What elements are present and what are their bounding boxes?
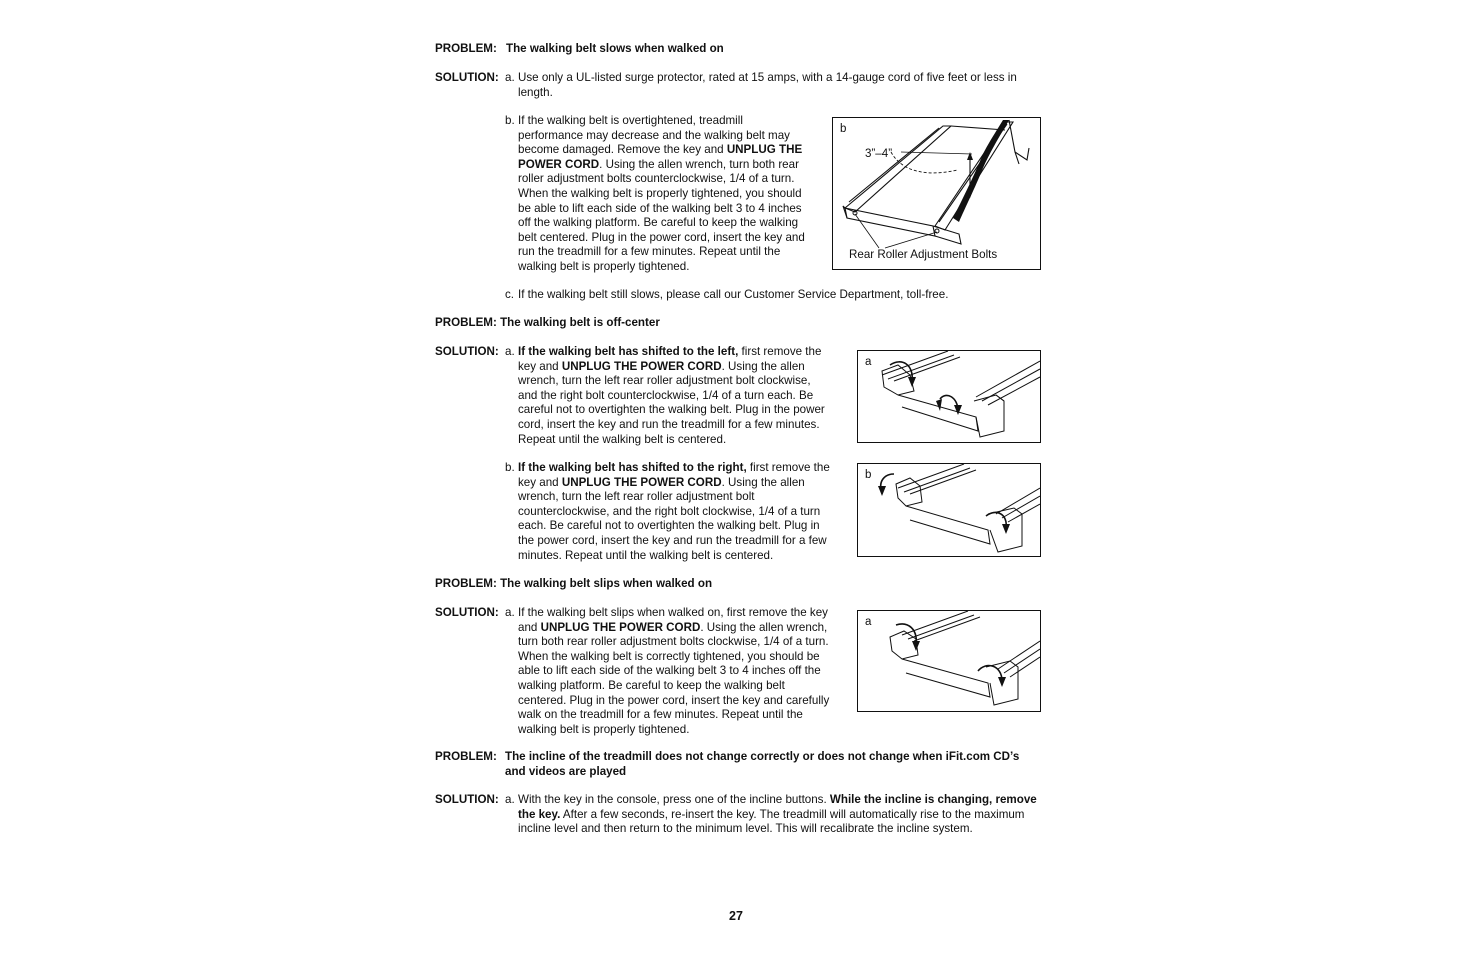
treadmill-rear-illustration <box>858 611 1040 711</box>
item-text: If the walking belt slips when walked on, first remove the key and UNPLUG THE POWER CORD. Using the allen wrench, turn both rear roller adjustment bolts clockwise, 1/4 of a turn. When the walking belt is correctly tightened, you should be able to lift each side of the walking belt 3 to 4 inches off the walking platform. Be careful to keep the walking belt centered. Plug in the power cord, insert the key and carefully walk on the treadmill for a few minutes. Repeat until the walking belt is properly tightened. <box>518 606 830 736</box>
problem-label: PROBLEM: The walking belt is off-center <box>435 316 660 329</box>
figure-tag: b <box>865 469 872 481</box>
item-text: If the walking belt is overtightened, treadmill performance may decrease and the walking belt may become damaged. Remove the key and UNPLUG THE POWER CORD. Using the allen wrench, turn both rear roller adjustment bolts counterclockwise, 1/4 of a turn. When the walking belt is properly tightened, you should be able to lift each side of the walking belt 3 to 4 inches off the walking platform. Be careful to keep the walking belt centered. Plug in the power cord, insert the key and run the treadmill for a few minutes. Repeat until the walking belt is properly tightened. <box>518 114 805 273</box>
figure-b-right-shift <box>857 463 1041 557</box>
solution-label: SOLUTION: <box>435 606 499 619</box>
item-text: With the key in the console, press one of the incline buttons. While the incline is changing, remove the key. After a few seconds, re-insert the key. The treadmill will automatically rise to the maximum incline level and then return to the minimum level. This will recalibrate the incline system. <box>518 793 1037 836</box>
item-letter: b. <box>505 114 515 127</box>
figure-b-belt-tension <box>832 117 1041 270</box>
measurement-label: 3”–4” <box>865 147 893 160</box>
solution-label: SOLUTION: <box>435 793 499 806</box>
item-letter: a. <box>505 345 515 358</box>
item-text: If the walking belt has shifted to the right, first remove the key and UNPLUG THE POWER CORD. Using the allen wrench, turn the left rear roller adjustment bolt counterclockwise, and the right bolt clockwise, 1/4 of a turn each. Be careful not to overtighten the walking belt. Plug in the power cord, insert the key and run the treadmill for a few minutes. Repeat until the walking belt is centered. <box>518 461 830 562</box>
problem-label: PROBLEM: <box>435 750 497 763</box>
item-letter: a. <box>505 71 515 84</box>
solution-label: SOLUTION: <box>435 71 499 84</box>
item-letter: a. <box>505 793 515 806</box>
item-text: Use only a UL-listed surge protector, rated at 15 amps, with a 14-gauge cord of five feet or less in length. <box>518 71 1017 99</box>
figure-caption: Rear Roller Adjustment Bolts <box>849 248 998 261</box>
figure-a-left-shift <box>857 350 1041 443</box>
problem-title: The walking belt slows when walked on <box>506 42 724 55</box>
problem-title: The walking belt slips when walked on <box>500 577 713 590</box>
treadmill-rear-illustration <box>858 351 1040 442</box>
figure-tag: a <box>865 616 872 628</box>
treadmill-rear-illustration <box>858 464 1040 556</box>
figure-a-belt-slips <box>857 610 1041 712</box>
item-letter: b. <box>505 461 515 474</box>
item-text: If the walking belt still slows, please call our Customer Service Department, toll-free. <box>518 288 949 301</box>
solution-label: SOLUTION: <box>435 345 499 358</box>
problem-label: PROBLEM: <box>435 42 497 55</box>
item-text: If the walking belt has shifted to the left, first remove the key and UNPLUG THE POWER CORD. Using the allen wrench, turn the left rear roller adjustment bolt clockwise, and the right bolt counterclockwise, 1/4 of a turn each. Be careful not to overtighten the walking belt. Plug in the power cord, insert the key and run the treadmill for a few minutes. Repeat until the walking belt is centered. <box>518 345 825 446</box>
item-letter: a. <box>505 606 515 619</box>
treadmill-illustration <box>833 118 1040 269</box>
problem-title: The walking belt is off-center <box>500 316 660 329</box>
problem-title: The incline of the treadmill does not change correctly or does not change when iFit.com CD’s and videos are played <box>505 750 1020 778</box>
item-letter: c. <box>505 288 515 301</box>
figure-tag: a <box>865 356 872 368</box>
problem-label: PROBLEM: The walking belt slips when walked on <box>435 577 713 590</box>
figure-tag: b <box>840 123 847 135</box>
page-number: 27 <box>729 909 743 923</box>
